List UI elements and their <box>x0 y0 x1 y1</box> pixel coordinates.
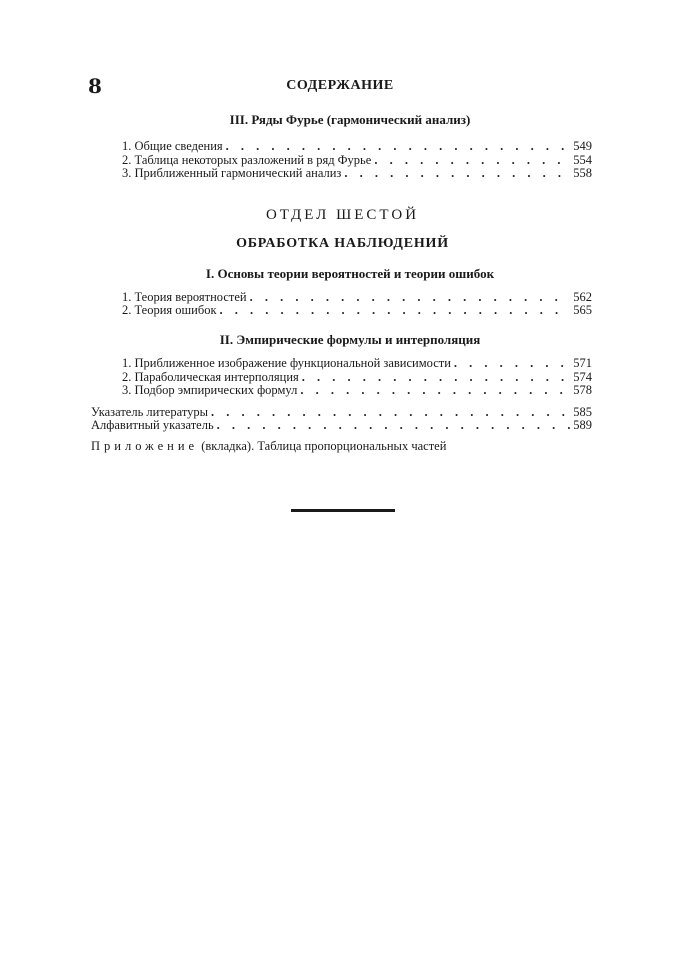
leader-dots <box>300 383 570 397</box>
toc-entry-label: 1. Теория вероятностей <box>122 290 247 304</box>
toc-entry[interactable] <box>122 383 592 397</box>
page-number: 8 <box>88 74 102 98</box>
appendix-description: (вкладка). Таблица пропорциональных частей <box>201 439 447 453</box>
toc-entry-label: 3. Приближенный гармонический анализ <box>122 166 342 180</box>
section-title-empirical: II. Эмпирические формулы и интерполяция <box>219 332 481 347</box>
leader-dots <box>344 166 570 180</box>
toc-entry-page: 558 <box>573 166 592 180</box>
running-head: СОДЕРЖАНИЕ <box>286 78 394 93</box>
toc-entry-page: 574 <box>573 370 592 384</box>
toc-entry[interactable] <box>122 356 592 370</box>
leader-dots <box>374 153 570 167</box>
toc-entry[interactable] <box>122 153 592 167</box>
toc-entry[interactable] <box>122 303 592 317</box>
toc-entry[interactable] <box>91 418 592 432</box>
toc-entry-label: 3. Подбор эмпирических формул <box>122 383 298 397</box>
toc-entry-page: 578 <box>573 383 592 397</box>
leader-dots <box>302 370 570 384</box>
toc-entry-label: 2. Таблица некоторых разложений в ряд Фурье <box>122 153 372 167</box>
toc-entry[interactable] <box>122 370 592 384</box>
department-title: ОТДЕЛ ШЕСТОЙ <box>265 207 420 223</box>
toc-entry-label: 1. Приближенное изображение функциональной зависимости <box>122 356 451 370</box>
appendix-line[interactable] <box>91 439 446 454</box>
leader-dots <box>220 303 571 317</box>
toc-entry[interactable] <box>122 139 592 153</box>
toc-entry[interactable] <box>91 405 592 419</box>
toc-entry-label: Указатель литературы <box>91 405 209 419</box>
toc-entry-label: Алфавитный указатель <box>91 418 214 432</box>
leader-dots <box>211 405 570 419</box>
toc-entry[interactable] <box>122 290 592 304</box>
leader-dots <box>454 356 570 370</box>
toc-entry-page: 571 <box>573 356 592 370</box>
toc-entry-page: 562 <box>573 290 592 304</box>
toc-entry-page: 585 <box>573 405 592 419</box>
department-subtitle: ОБРАБОТКА НАБЛЮДЕНИЙ <box>236 236 449 251</box>
toc-entry-label: 2. Теория ошибок <box>122 303 217 317</box>
leader-dots <box>217 418 571 432</box>
toc-entry-label: 2. Параболическая интерполяция <box>122 370 299 384</box>
section-title-fourier: III. Ряды Фурье (гармонический анализ) <box>229 112 471 127</box>
toc-entry-page: 565 <box>573 303 592 317</box>
toc-entry-page: 589 <box>573 418 592 432</box>
end-rule <box>291 509 395 512</box>
leader-dots <box>226 139 571 153</box>
leader-dots <box>250 290 571 304</box>
toc-entry-page: 554 <box>573 153 592 167</box>
toc-entry-page: 549 <box>573 139 592 153</box>
appendix-lead: Приложение <box>91 439 199 453</box>
toc-entry-label: 1. Общие сведения <box>122 139 223 153</box>
toc-entry[interactable] <box>122 166 592 180</box>
section-title-probability: I. Основы теории вероятностей и теории ошибок <box>205 266 495 281</box>
